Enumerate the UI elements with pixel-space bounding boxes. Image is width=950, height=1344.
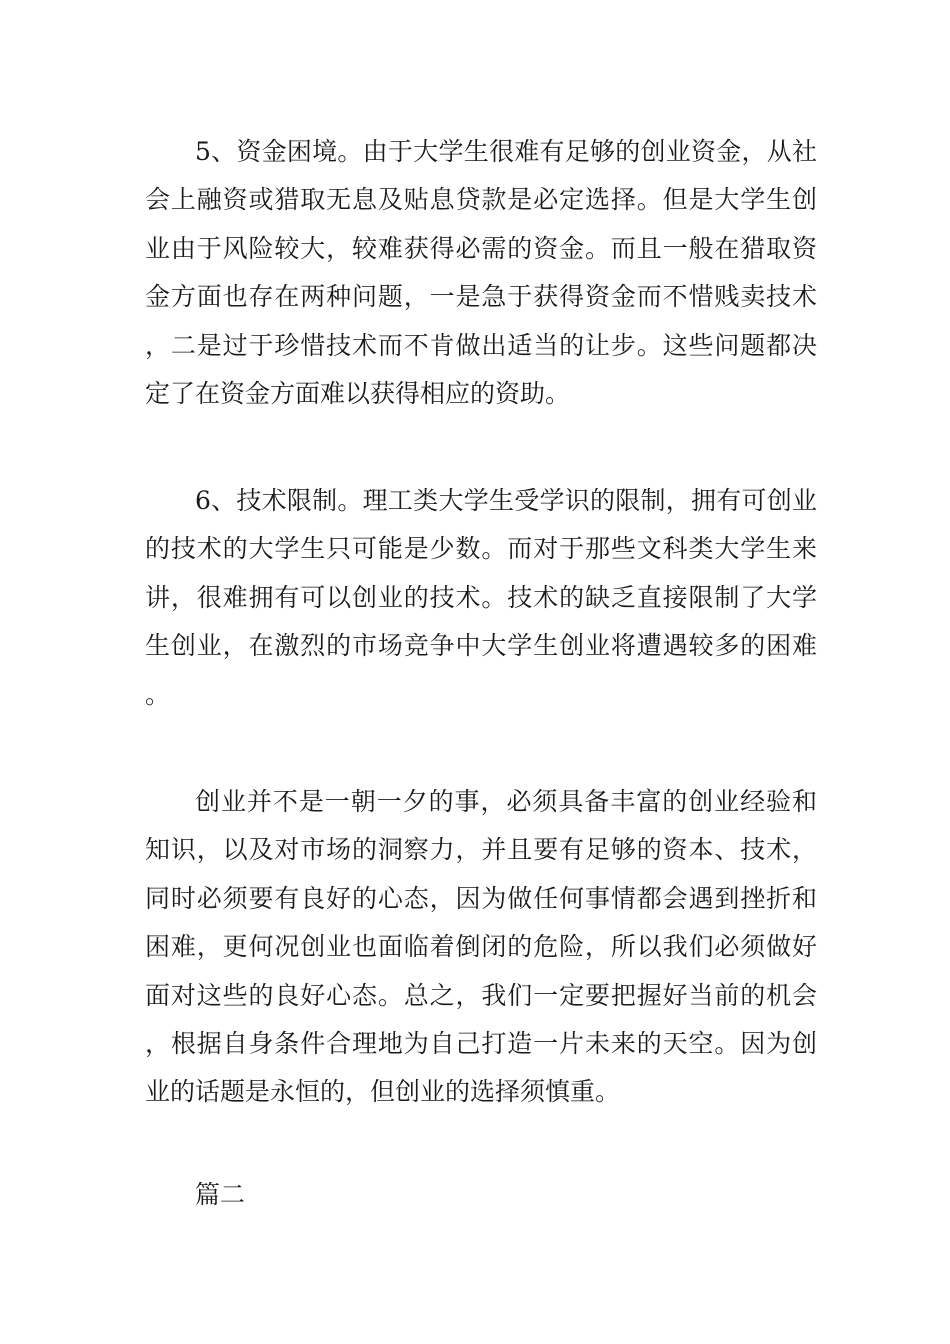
paragraph-funding-difficulty: 5、资金困境。由于大学生很难有足够的创业资金，从社会上融资或猎取无息及贴息贷款是必定选择。但是大学生创业由于风险较大，较难获得必需的资金。而且一般在猎取资金方面也存在两种问题，一是急于获得资金而不惜贱卖技术，二是过于珍惜技术而不肯做出适当的让步。这些问题都决定了在资金方面难以获得相应的资助。 (145, 137, 817, 409)
section-heading-part-two: 篇二 (195, 1180, 246, 1209)
paragraph-conclusion: 创业并不是一朝一夕的事，必须具备丰富的创业经验和知识，以及对市场的洞察力，并且要有足够的资本、技术，同时必须要有良好的心态，因为做任何事情都会遇到挫折和困难，更何况创业也面临着倒闭的危险，所以我们必须做好面对这些的良好心态。总之，我们一定要把握好当前的机会，根据自身条件合理地为自己打造一片未来的天空。因为创业的话题是永恒的，但创业的选择须慎重。 (145, 787, 817, 1107)
paragraph-technology-limits: 6、技术限制。理工类大学生受学识的限制，拥有可创业的技术的大学生只可能是少数。而对于那些文科类大学生来讲，很难拥有可以创业的技术。技术的缺乏直接限制了大学生创业，在激烈的市场竞争中大学生创业将遭遇较多的困难。 (145, 486, 817, 709)
